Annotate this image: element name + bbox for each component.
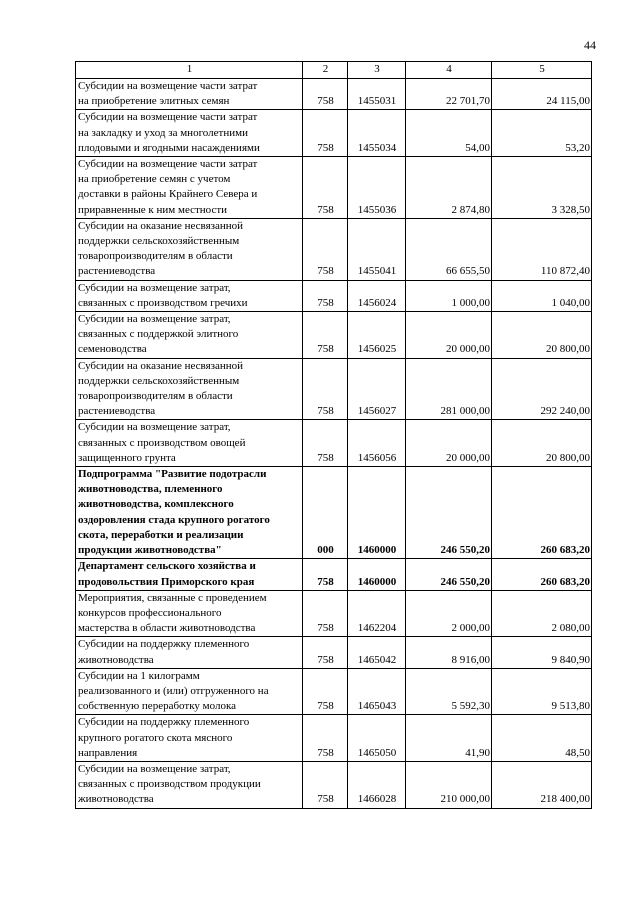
budget-table	[75, 61, 592, 809]
row-value-col4-cell: 66 655,50	[406, 218, 492, 280]
table-row	[76, 312, 592, 359]
row-code-cell: 1465042	[348, 637, 406, 668]
row-code-cell: 1456025	[348, 312, 406, 359]
table-row	[76, 590, 592, 637]
table-row	[76, 358, 592, 420]
table-row	[76, 157, 592, 219]
row-value-col5-cell: 260 683,20	[492, 467, 592, 559]
table-row	[76, 110, 592, 157]
row-ved-cell: 758	[303, 157, 348, 219]
row-value-col5-cell: 9 840,90	[492, 637, 592, 668]
row-code-cell: 1462204	[348, 590, 406, 637]
row-ved-cell: 758	[303, 79, 348, 110]
row-code-cell: 1455041	[348, 218, 406, 280]
row-value-col4-cell: 2 874,80	[406, 157, 492, 219]
row-code-cell: 1460000	[348, 559, 406, 590]
row-ved-cell: 000	[303, 467, 348, 559]
row-name-cell: Субсидии на возмещение затрат, связанных с производством продукции животноводства	[76, 761, 303, 808]
row-code-cell: 1466028	[348, 761, 406, 808]
header-col-5: 5	[492, 62, 592, 79]
row-code-cell: 1465043	[348, 668, 406, 715]
row-value-col5-cell: 260 683,20	[492, 559, 592, 590]
row-value-col4-cell: 2 000,00	[406, 590, 492, 637]
table-row	[76, 420, 592, 467]
row-value-col5-cell: 110 872,40	[492, 218, 592, 280]
row-value-col4-cell: 246 550,20	[406, 559, 492, 590]
row-value-col5-cell: 1 040,00	[492, 280, 592, 311]
row-value-col4-cell: 8 916,00	[406, 637, 492, 668]
row-value-col5-cell: 53,20	[492, 110, 592, 157]
row-code-cell: 1455034	[348, 110, 406, 157]
row-ved-cell: 758	[303, 420, 348, 467]
row-code-cell: 1460000	[348, 467, 406, 559]
page-number: 44	[584, 38, 596, 52]
row-name-cell: Субсидии на оказание несвязанной поддержки сельскохозяйственным товаропроизводителям в области растениеводства	[76, 358, 303, 420]
row-ved-cell: 758	[303, 218, 348, 280]
row-name-cell: Субсидии на возмещение затрат, связанных с производством гречихи	[76, 280, 303, 311]
row-value-col4-cell: 54,00	[406, 110, 492, 157]
header-col-1: 1	[76, 62, 303, 79]
row-name-cell: Субсидии на 1 килограмм реализованного и (или) отгруженного на собственную переработку молока	[76, 668, 303, 715]
row-ved-cell: 758	[303, 668, 348, 715]
row-ved-cell: 758	[303, 637, 348, 668]
row-value-col4-cell: 5 592,30	[406, 668, 492, 715]
row-code-cell: 1456056	[348, 420, 406, 467]
row-value-col5-cell: 2 080,00	[492, 590, 592, 637]
row-value-col4-cell: 22 701,70	[406, 79, 492, 110]
row-value-col4-cell: 246 550,20	[406, 467, 492, 559]
row-name-cell: Департамент сельского хозяйства и продовольствия Приморского края	[76, 559, 303, 590]
row-code-cell: 1456024	[348, 280, 406, 311]
row-value-col5-cell: 9 513,80	[492, 668, 592, 715]
row-name-cell: Субсидии на поддержку племенного животноводства	[76, 637, 303, 668]
header-col-4: 4	[406, 62, 492, 79]
row-ved-cell: 758	[303, 590, 348, 637]
row-value-col5-cell: 218 400,00	[492, 761, 592, 808]
row-ved-cell: 758	[303, 110, 348, 157]
table-header-row	[76, 62, 592, 79]
table-row	[76, 467, 592, 559]
row-name-cell: Субсидии на поддержку племенного крупного рогатого скота мясного направления	[76, 715, 303, 762]
row-value-col4-cell: 281 000,00	[406, 358, 492, 420]
row-value-col5-cell: 48,50	[492, 715, 592, 762]
row-ved-cell: 758	[303, 559, 348, 590]
header-col-3: 3	[348, 62, 406, 79]
row-value-col4-cell: 20 000,00	[406, 312, 492, 359]
row-ved-cell: 758	[303, 761, 348, 808]
row-name-cell: Субсидии на возмещение части затрат на закладку и уход за многолетними плодовыми и ягодными насаждениями	[76, 110, 303, 157]
row-name-cell: Субсидии на возмещение части затрат на приобретение элитных семян	[76, 79, 303, 110]
row-name-cell: Подпрограмма "Развитие подотрасли животноводства, племенного животноводства, комплексного оздоровления стада крупного рогатого скота, переработки и реализации продукции животноводства"	[76, 467, 303, 559]
table-row	[76, 637, 592, 668]
row-ved-cell: 758	[303, 312, 348, 359]
table-row	[76, 559, 592, 590]
table-row	[76, 715, 592, 762]
row-value-col5-cell: 24 115,00	[492, 79, 592, 110]
table-row	[76, 79, 592, 110]
table-row	[76, 668, 592, 715]
row-ved-cell: 758	[303, 358, 348, 420]
row-value-col5-cell: 20 800,00	[492, 420, 592, 467]
row-code-cell: 1455036	[348, 157, 406, 219]
row-value-col4-cell: 20 000,00	[406, 420, 492, 467]
row-name-cell: Субсидии на возмещение затрат, связанных с поддержкой элитного семеноводства	[76, 312, 303, 359]
row-code-cell: 1455031	[348, 79, 406, 110]
table-row	[76, 761, 592, 808]
row-name-cell: Субсидии на возмещение затрат, связанных с производством овощей защищенного грунта	[76, 420, 303, 467]
header-col-2: 2	[303, 62, 348, 79]
row-value-col4-cell: 41,90	[406, 715, 492, 762]
table-row	[76, 218, 592, 280]
row-name-cell: Субсидии на оказание несвязанной поддержки сельскохозяйственным товаропроизводителям в области растениеводства	[76, 218, 303, 280]
row-value-col5-cell: 3 328,50	[492, 157, 592, 219]
row-code-cell: 1456027	[348, 358, 406, 420]
row-value-col5-cell: 292 240,00	[492, 358, 592, 420]
row-value-col4-cell: 210 000,00	[406, 761, 492, 808]
row-ved-cell: 758	[303, 280, 348, 311]
table-row	[76, 280, 592, 311]
row-ved-cell: 758	[303, 715, 348, 762]
row-value-col5-cell: 20 800,00	[492, 312, 592, 359]
row-value-col4-cell: 1 000,00	[406, 280, 492, 311]
row-code-cell: 1465050	[348, 715, 406, 762]
row-name-cell: Субсидии на возмещение части затрат на приобретение семян с учетом доставки в районы Крайнего Севера и приравненные к ним местности	[76, 157, 303, 219]
row-name-cell: Мероприятия, связанные с проведением конкурсов профессионального мастерства в области животноводства	[76, 590, 303, 637]
